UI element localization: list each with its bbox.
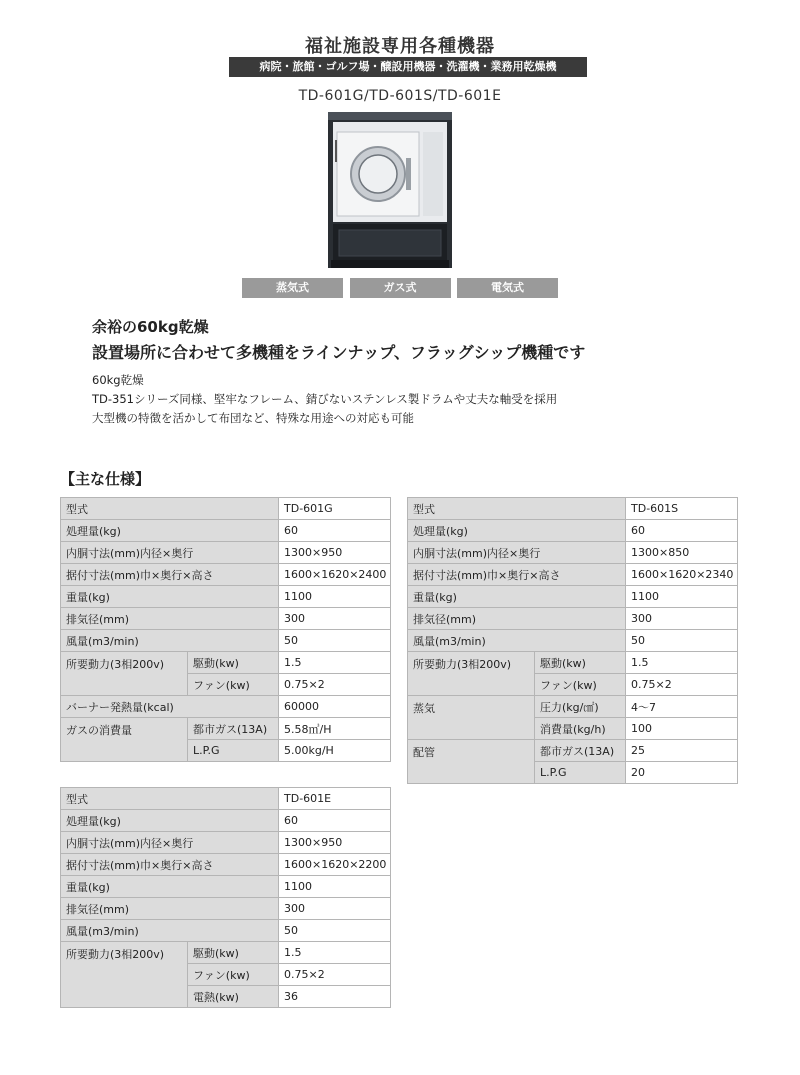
row-sublabel: 消費量(kg/h) <box>535 718 626 740</box>
row-label: 風量(m3/min) <box>61 920 279 942</box>
row-label: 型式 <box>408 498 626 520</box>
row-sublabel: ファン(kw) <box>188 964 279 986</box>
row-sublabel: 都市ガス(13A) <box>188 718 279 740</box>
type-gas: ガス式 <box>350 278 451 298</box>
table-row <box>61 652 391 674</box>
row-label: 排気径(mm) <box>408 608 626 630</box>
row-sublabel: 都市ガス(13A) <box>535 740 626 762</box>
type-steam: 蒸気式 <box>242 278 343 298</box>
table-row <box>61 608 391 630</box>
row-value: TD-601E <box>279 788 391 810</box>
row-label: 据付寸法(mm)巾×奥行×高さ <box>61 564 279 586</box>
row-sublabel: 駆動(kw) <box>535 652 626 674</box>
row-label: 据付寸法(mm)巾×奥行×高さ <box>408 564 626 586</box>
row-value: 0.75×2 <box>279 964 391 986</box>
table-row <box>61 920 391 942</box>
table-row <box>408 498 738 520</box>
row-value: TD-601S <box>626 498 738 520</box>
row-label: バーナー発熱量(kcal) <box>61 696 279 718</box>
row-label: 所要動力(3相200v) <box>61 942 188 1008</box>
table-row <box>408 564 738 586</box>
table-row <box>61 832 391 854</box>
row-value: 1300×850 <box>626 542 738 564</box>
table-row <box>61 898 391 920</box>
row-value: 5.00kg/H <box>279 740 391 762</box>
table-row <box>61 876 391 898</box>
table-row <box>61 696 391 718</box>
row-label: 重量(kg) <box>61 586 279 608</box>
table-row <box>61 564 391 586</box>
row-value: 300 <box>279 898 391 920</box>
table-row <box>61 520 391 542</box>
headline-capacity: 余裕の60kg乾燥 <box>92 318 209 336</box>
dryer-product-image <box>325 110 455 270</box>
table-row <box>61 810 391 832</box>
row-value: 60 <box>626 520 738 542</box>
table-row <box>61 788 391 810</box>
row-sublabel: L.P.G <box>188 740 279 762</box>
type-electric: 電気式 <box>457 278 558 298</box>
row-label: 重量(kg) <box>408 586 626 608</box>
row-sublabel: L.P.G <box>535 762 626 784</box>
row-value: 36 <box>279 986 391 1008</box>
row-value: 50 <box>279 630 391 652</box>
row-value: 1.5 <box>626 652 738 674</box>
row-value: 1600×1620×2340 <box>626 564 738 586</box>
table-row <box>61 942 391 964</box>
headline-lineup: 設置場所に合わせて多機種をラインナップ、フラッグシップ機種です <box>92 343 586 362</box>
table-row <box>408 586 738 608</box>
table-row <box>408 652 738 674</box>
row-value: 100 <box>626 718 738 740</box>
row-value: 300 <box>626 608 738 630</box>
table-row <box>61 542 391 564</box>
row-value: 1100 <box>626 586 738 608</box>
model-numbers: TD-601G/TD-601S/TD-601E <box>298 88 502 104</box>
row-value: 1300×950 <box>279 542 391 564</box>
row-value: 1100 <box>279 876 391 898</box>
spec-heading: 【主な仕様】 <box>60 470 151 488</box>
desc-line-1: 60kg乾燥 <box>92 373 144 387</box>
row-sublabel: 駆動(kw) <box>188 942 279 964</box>
row-value: 5.58㎥/H <box>279 718 391 740</box>
row-value: 0.75×2 <box>279 674 391 696</box>
row-value: 4〜7 <box>626 696 738 718</box>
row-value: 1300×950 <box>279 832 391 854</box>
row-label: ガスの消費量 <box>61 718 188 762</box>
row-sublabel: 圧力(kg/㎠) <box>535 696 626 718</box>
row-label: 所要動力(3相200v) <box>61 652 188 696</box>
row-sublabel: 電熱(kw) <box>188 986 279 1008</box>
row-value: 60 <box>279 520 391 542</box>
row-value: 60 <box>279 810 391 832</box>
table-row <box>408 696 738 718</box>
table-row <box>61 854 391 876</box>
row-sublabel: ファン(kw) <box>188 674 279 696</box>
table-row <box>61 630 391 652</box>
table-row <box>408 608 738 630</box>
row-value: TD-601G <box>279 498 391 520</box>
row-label: 風量(m3/min) <box>408 630 626 652</box>
table-row <box>408 630 738 652</box>
row-label: 排気径(mm) <box>61 608 279 630</box>
row-value: 0.75×2 <box>626 674 738 696</box>
row-value: 1600×1620×2400 <box>279 564 391 586</box>
row-value: 1100 <box>279 586 391 608</box>
table-row <box>408 542 738 564</box>
row-value: 60000 <box>279 696 391 718</box>
row-label: 型式 <box>61 788 279 810</box>
table-row <box>61 498 391 520</box>
row-value: 50 <box>279 920 391 942</box>
spec-table-steam <box>407 497 738 784</box>
row-sublabel: ファン(kw) <box>535 674 626 696</box>
table-row <box>61 586 391 608</box>
row-label: 処理量(kg) <box>408 520 626 542</box>
table-row <box>408 740 738 762</box>
spec-table-electric <box>60 787 391 1008</box>
page-title: 福祉施設専用各種機器 <box>305 36 495 57</box>
row-label: 内胴寸法(mm)内径×奥行 <box>408 542 626 564</box>
row-label: 内胴寸法(mm)内径×奥行 <box>61 542 279 564</box>
table-row <box>61 718 391 740</box>
row-value: 25 <box>626 740 738 762</box>
row-label: 据付寸法(mm)巾×奥行×高さ <box>61 854 279 876</box>
category-banner: 病院・旅館・ゴルフ場・醸設用機器・洗濯機・業務用乾燥機 <box>229 57 587 77</box>
row-label: 型式 <box>61 498 279 520</box>
row-sublabel: 駆動(kw) <box>188 652 279 674</box>
row-label: 排気径(mm) <box>61 898 279 920</box>
desc-line-2: TD-351シリーズ同様、堅牢なフレーム、錆びないステンレス製ドラムや丈夫な軸受を採用 <box>92 392 558 406</box>
row-value: 50 <box>626 630 738 652</box>
row-label: 処理量(kg) <box>61 810 279 832</box>
row-value: 1600×1620×2200 <box>279 854 391 876</box>
row-value: 20 <box>626 762 738 784</box>
row-value: 300 <box>279 608 391 630</box>
row-value: 1.5 <box>279 652 391 674</box>
row-label: 処理量(kg) <box>61 520 279 542</box>
row-label: 風量(m3/min) <box>61 630 279 652</box>
heating-type-tabs <box>242 278 558 298</box>
table-row <box>408 520 738 542</box>
row-label: 所要動力(3相200v) <box>408 652 535 696</box>
spec-table-gas <box>60 497 391 762</box>
row-label: 配管 <box>408 740 535 784</box>
row-label: 重量(kg) <box>61 876 279 898</box>
desc-line-3: 大型機の特徴を活かして布団など、特殊な用途への対応も可能 <box>92 411 414 425</box>
row-label: 内胴寸法(mm)内径×奥行 <box>61 832 279 854</box>
row-value: 1.5 <box>279 942 391 964</box>
row-label: 蒸気 <box>408 696 535 740</box>
